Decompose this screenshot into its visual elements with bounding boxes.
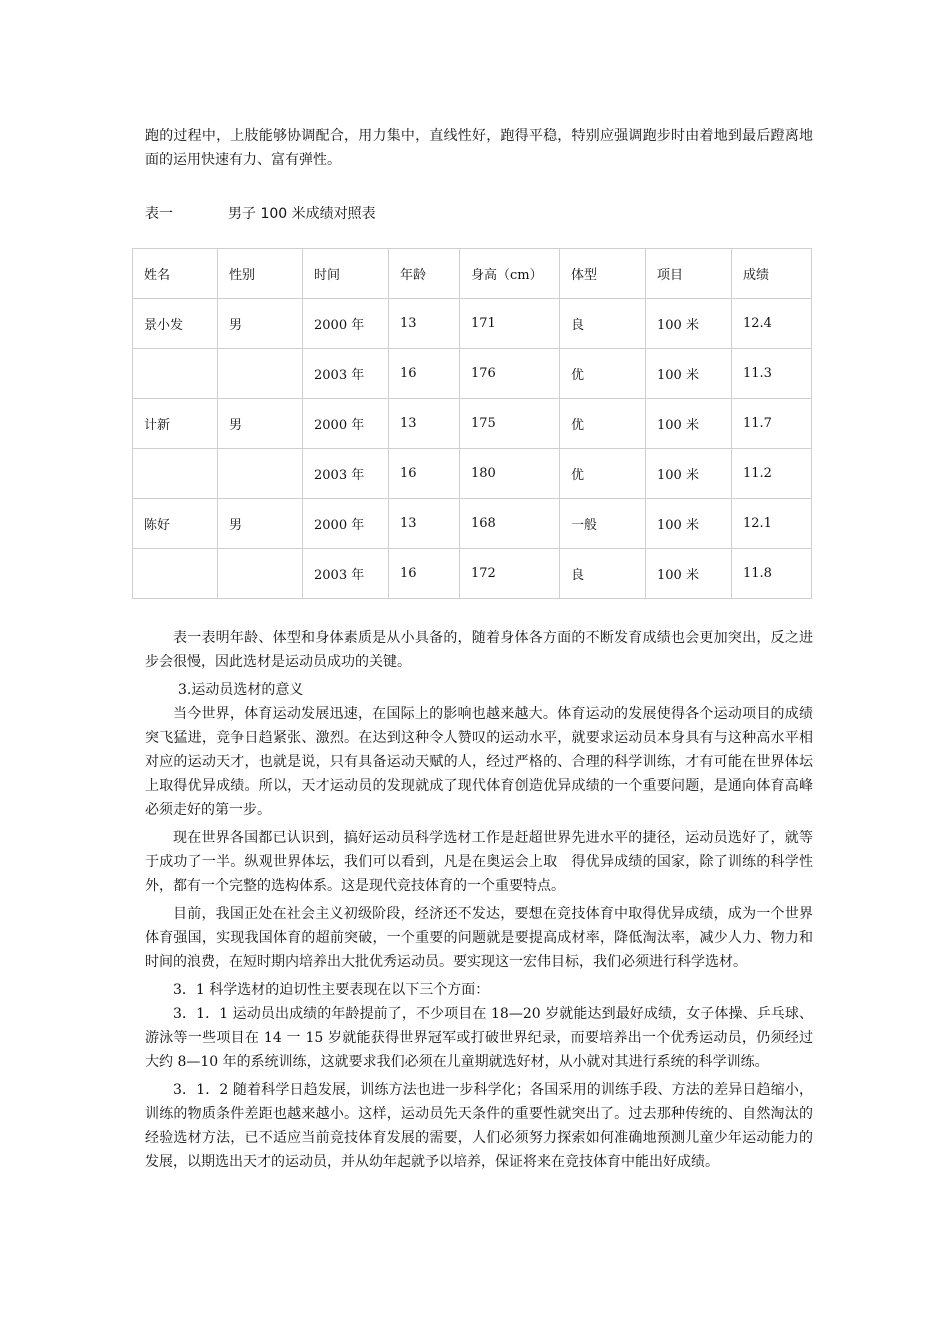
cell-event: 100 米 — [646, 399, 732, 449]
cell-build: 良 — [560, 299, 646, 349]
table-caption — [145, 203, 376, 223]
subsection-heading: 3．1 科学选材的迫切性主要表现在以下三个方面： — [173, 982, 490, 998]
cell-time: 2003 年 — [303, 549, 389, 599]
cell-name: 景小发 — [133, 299, 218, 349]
table-row — [133, 449, 812, 499]
cell-event: 100 米 — [646, 499, 732, 549]
header-height: 身高（cm） — [460, 249, 560, 299]
cell-time: 2000 年 — [303, 299, 389, 349]
header-build: 体型 — [560, 249, 646, 299]
cell-score: 11.2 — [732, 449, 812, 499]
cell-age: 16 — [389, 449, 460, 499]
cell-height: 171 — [460, 299, 560, 349]
cell-gender: 男 — [218, 299, 303, 349]
body-paragraph: 3．1．1 运动员出成绩的年龄提前了，不少项目在 18—20 岁就能达到最好成绩，女子体操、乒乓球、游泳等一些项目在 14 一 15 岁就能获得世界冠军或打破世界纪录，而要培养出一个优秀运动员，仍须经过大约 8—10 年的系统训练，这就要求我们必须在儿童期就选好材，从小就对其进行系统的科学训练。 — [145, 1006, 813, 1070]
table-caption-title: 男子 100 米成绩对照表 — [228, 206, 376, 222]
cell-build: 优 — [560, 449, 646, 499]
cell-height: 180 — [460, 449, 560, 499]
header-event: 项目 — [646, 249, 732, 299]
table-header-row — [133, 249, 812, 299]
cell-age: 13 — [389, 499, 460, 549]
cell-name — [133, 349, 218, 399]
cell-score: 12.1 — [732, 499, 812, 549]
score-comparison-table — [132, 248, 812, 599]
cell-age: 13 — [389, 299, 460, 349]
cell-score: 11.3 — [732, 349, 812, 399]
cell-gender — [218, 349, 303, 399]
table-row — [133, 549, 812, 599]
body-paragraph: 当今世界，体育运动发展迅速，在国际上的影响也越来越大。体育运动的发展使得各个运动项目的成绩突飞猛进，竞争日趋紧张、激烈。在达到这种令人赞叹的运动水平，就要求运动员本身具有与这种高水平相对应的运动天才，也就是说，只有具备运动天赋的人，经过严格的、合理的科学训练，才有可能在世界体坛上取得优异成绩。所以，天才运动员的发现就成了现代体育创造优异成绩的一个重要问题，是通向体育高峰必须走好的第一步。 — [145, 706, 813, 818]
cell-time: 2003 年 — [303, 349, 389, 399]
cell-height: 168 — [460, 499, 560, 549]
cell-score: 12.4 — [732, 299, 812, 349]
cell-age: 13 — [389, 399, 460, 449]
table-row — [133, 399, 812, 449]
cell-gender — [218, 449, 303, 499]
cell-gender — [218, 549, 303, 599]
cell-height: 172 — [460, 549, 560, 599]
section-heading: 3.运动员选材的意义 — [178, 682, 304, 698]
cell-build: 优 — [560, 349, 646, 399]
cell-event: 100 米 — [646, 349, 732, 399]
cell-build: 一般 — [560, 499, 646, 549]
header-age: 年龄 — [389, 249, 460, 299]
body-paragraph: 现在世界各国都已认识到，搞好运动员科学选材工作是赶超世界先进水平的捷径，运动员选好了，就等于成功了一半。纵观世界体坛，我们可以看到，凡是在奥运会上取 得优异成绩的国家，除了训练的科学性外，都有一个完整的选构体系。这是现代竞技体育的一个重要特点。 — [145, 830, 813, 894]
cell-event: 100 米 — [646, 299, 732, 349]
cell-score: 11.7 — [732, 399, 812, 449]
cell-gender: 男 — [218, 499, 303, 549]
table-caption-label: 表一 — [145, 206, 173, 222]
intro-paragraph: 跑的过程中，上肢能够协调配合，用力集中，直线性好，跑得平稳，特别应强调跑步时由着地到最后蹬离地面的运用快速有力、富有弹性。 — [145, 128, 813, 168]
cell-time: 2000 年 — [303, 399, 389, 449]
cell-gender: 男 — [218, 399, 303, 449]
header-time: 时间 — [303, 249, 389, 299]
cell-build: 优 — [560, 399, 646, 449]
cell-event: 100 米 — [646, 549, 732, 599]
cell-height: 176 — [460, 349, 560, 399]
cell-time: 2000 年 — [303, 499, 389, 549]
header-score: 成绩 — [732, 249, 812, 299]
cell-event: 100 米 — [646, 449, 732, 499]
cell-score: 11.8 — [732, 549, 812, 599]
cell-name: 计新 — [133, 399, 218, 449]
header-gender: 性别 — [218, 249, 303, 299]
cell-height: 175 — [460, 399, 560, 449]
cell-age: 16 — [389, 349, 460, 399]
cell-time: 2003 年 — [303, 449, 389, 499]
table-row — [133, 299, 812, 349]
cell-build: 良 — [560, 549, 646, 599]
table-summary-paragraph: 表一表明年龄、体型和身体素质是从小具备的，随着身体各方面的不断发育成绩也会更加突出，反之进步会很慢，因此选材是运动员成功的关键。 — [145, 630, 813, 670]
cell-name — [133, 549, 218, 599]
body-paragraph: 目前，我国正处在社会主义初级阶段，经济还不发达，要想在竞技体育中取得优异成绩，成为一个世界体育强国，实现我国体育的超前突破，一个重要的问题就是要提高成材率，降低淘汰率，减少人力、物力和时间的浪费，在短时期内培养出大批优秀运动员。要实现这一宏伟目标，我们必须进行科学选材。 — [145, 906, 813, 970]
cell-age: 16 — [389, 549, 460, 599]
header-name: 姓名 — [133, 249, 218, 299]
body-paragraph: 3．1．2 随着科学日趋发展，训练方法也进一步科学化；各国采用的训练手段、方法的差异日趋缩小，训练的物质条件差距也越来越小。这样，运动员先天条件的重要性就突出了。过去那种传统的、自然淘汰的经验选材方法，已不适应当前竞技体育发展的需要，人们必须努力探索如何准确地预测儿童少年运动能力的发展，以期选出天才的运动员，并从幼年起就予以培养，保证将来在竞技体育中能出好成绩。 — [145, 1082, 813, 1170]
table-row — [133, 349, 812, 399]
table-row — [133, 499, 812, 549]
cell-name — [133, 449, 218, 499]
cell-name: 陈好 — [133, 499, 218, 549]
